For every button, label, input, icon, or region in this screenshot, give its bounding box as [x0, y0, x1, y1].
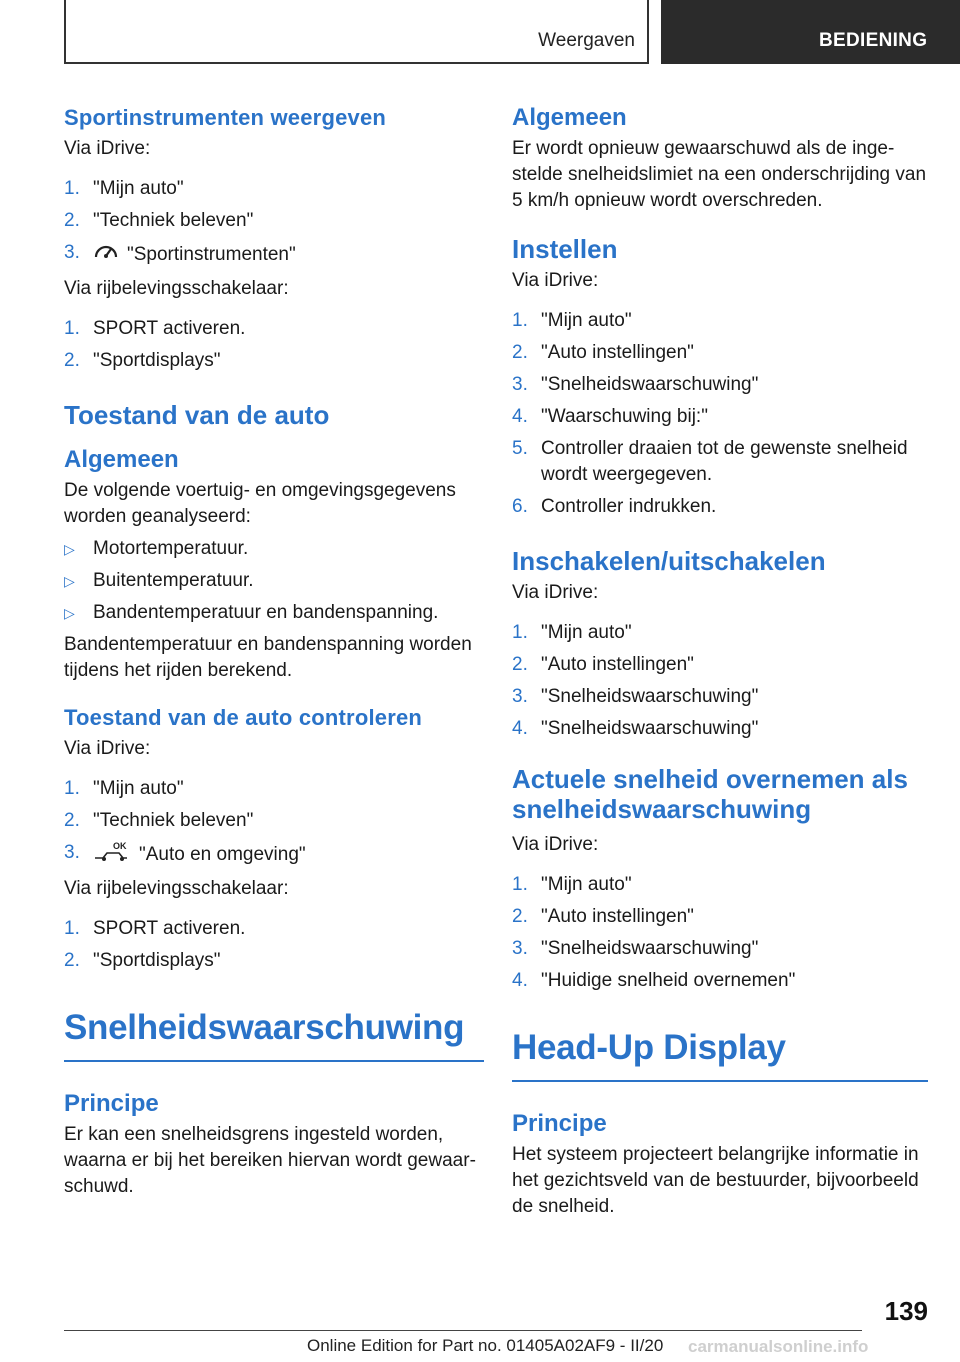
list-item: 3. "Snelheidswaarschuwing": [512, 686, 759, 707]
triangle-bullet-icon: ▷: [64, 541, 75, 557]
heading-principe: Principe: [64, 1090, 159, 1117]
via-idrive-label: Via iDrive:: [512, 270, 599, 291]
check-steps-idrive: [64, 776, 484, 870]
heading-instellen: Instellen: [512, 234, 618, 264]
adopt-steps: [512, 872, 928, 994]
heading-toestand-controleren: Toestand van de auto controleren: [64, 705, 423, 730]
heading-sportinstrumenten: Sportinstrumenten weergeven: [64, 105, 387, 130]
list-item: 3. "Snelheidswaarschuwing": [512, 938, 759, 959]
chapter-head-up-display: Head-Up Display: [512, 1024, 928, 1082]
page-number: 139: [884, 1296, 928, 1326]
list-item: 2. "Techniek beleven": [64, 210, 254, 231]
principle-text: Er kan een snelheidsgrens ingesteld worden, waarna er bij het bereiken hiervan wordt gewaarschuwd.: [64, 1124, 476, 1197]
list-item: 1. "Mijn auto": [512, 622, 632, 643]
triangle-bullet-icon: ▷: [64, 573, 75, 589]
heading-actuele-snelheid: Actuele snelheid overnemen als snelheidswaarschuwing: [512, 764, 908, 824]
list-item: 3. "Sportinstrumenten": [64, 240, 484, 270]
list-item: 1. SPORT activeren.: [64, 318, 246, 339]
right-column: [512, 100, 928, 1220]
header-section-box: [64, 0, 649, 64]
heading-inschakelen: Inschakelen/uitschakelen: [512, 546, 826, 576]
list-item: 4. "Huidige snelheid overnemen": [512, 970, 796, 991]
heading-algemeen: Algemeen: [512, 104, 627, 131]
list-item: 2. "Auto instellingen": [512, 654, 694, 675]
chapter-snelheidswaarschuwing: Snelheidswaarschuwing: [64, 1004, 484, 1062]
list-item: 2. "Sportdisplays": [64, 950, 221, 971]
via-idrive-label: Via iDrive:: [64, 738, 151, 759]
list-item: 2. "Auto instellingen": [512, 906, 694, 927]
list-item: 3. OK "Auto en omgeving": [64, 840, 484, 870]
via-switch-label: Via rijbelevingsschakelaar:: [64, 878, 289, 899]
via-idrive-label: Via iDrive:: [512, 834, 599, 855]
list-item: 1. "Mijn auto": [64, 778, 184, 799]
check-steps-switch: [64, 916, 484, 974]
via-idrive-label: Via iDrive:: [512, 582, 599, 603]
list-item: 1. "Mijn auto": [512, 310, 632, 331]
settings-steps: [512, 308, 928, 520]
via-switch-label: Via rijbelevingsschakelaar:: [64, 278, 289, 299]
list-item: 3. "Snelheidswaarschuwing": [512, 374, 759, 395]
header-chapter-tab: [661, 0, 960, 64]
principle-text: Het systeem projecteert belangrijke informatie in het gezichtsveld van de bestuurder, bijvoorbeeld de snelheid.: [512, 1144, 919, 1217]
list-item: 4. "Snelheidswaarschuwing": [512, 718, 759, 739]
left-column: [64, 100, 484, 1200]
list-item: 4. "Waarschuwing bij:": [512, 406, 708, 427]
list-item: 6. Controller indrukken.: [512, 496, 717, 517]
list-item: 1. SPORT activeren.: [64, 918, 246, 939]
list-item: 1. "Mijn auto": [512, 874, 632, 895]
toggle-steps: [512, 620, 928, 742]
general-text: De volgende voertuig- en omgevingsgegevens worden geanalyseerd:: [64, 480, 456, 527]
triangle-bullet-icon: ▷: [64, 605, 75, 621]
list-item: ▷ Buitentemperatuur.: [64, 568, 484, 594]
header-section-title: Weergaven: [538, 30, 635, 51]
via-idrive-label: Via iDrive:: [64, 138, 151, 159]
heading-principe: Principe: [512, 1110, 607, 1137]
heading-algemeen: Algemeen: [64, 446, 179, 473]
after-bullets-text: Bandentemperatuur en bandenspanning worden tijdens het rijden berekend.: [64, 634, 472, 681]
general-text: Er wordt opnieuw gewaarschuwd als de ingestelde snelheidslimiet na een onderschrijding van 5 km/h opnieuw wordt overschreden.: [512, 138, 927, 211]
sport-gauge-icon: [93, 240, 119, 270]
list-item: 2. "Sportdisplays": [64, 350, 221, 371]
svg-text:OK: OK: [113, 841, 127, 851]
header-chapter-title: BEDIENING: [819, 30, 928, 51]
sport-steps-idrive: [64, 176, 484, 270]
list-item: ▷ Bandentemperatuur en bandenspanning.: [64, 600, 484, 626]
list-item: 2. "Techniek beleven": [64, 810, 254, 831]
list-item: 2. "Auto instellingen": [512, 342, 694, 363]
list-item: 5. Controller draaien tot de gewenste snelheid wordt weergegeven.: [512, 438, 908, 485]
watermark: carmanualsonline.info: [688, 1337, 869, 1356]
heading-toestand: Toestand van de auto: [64, 400, 330, 430]
sport-steps-switch: [64, 316, 484, 374]
footer-edition-note: Online Edition for Part no. 01405A02AF9 - II/20: [307, 1336, 664, 1355]
list-item: ▷ Motortemperatuur.: [64, 536, 484, 562]
list-item: 1. "Mijn auto": [64, 178, 184, 199]
footer-rule: [64, 1330, 862, 1331]
bullet-list: [64, 536, 484, 626]
car-ok-icon: [93, 840, 131, 870]
